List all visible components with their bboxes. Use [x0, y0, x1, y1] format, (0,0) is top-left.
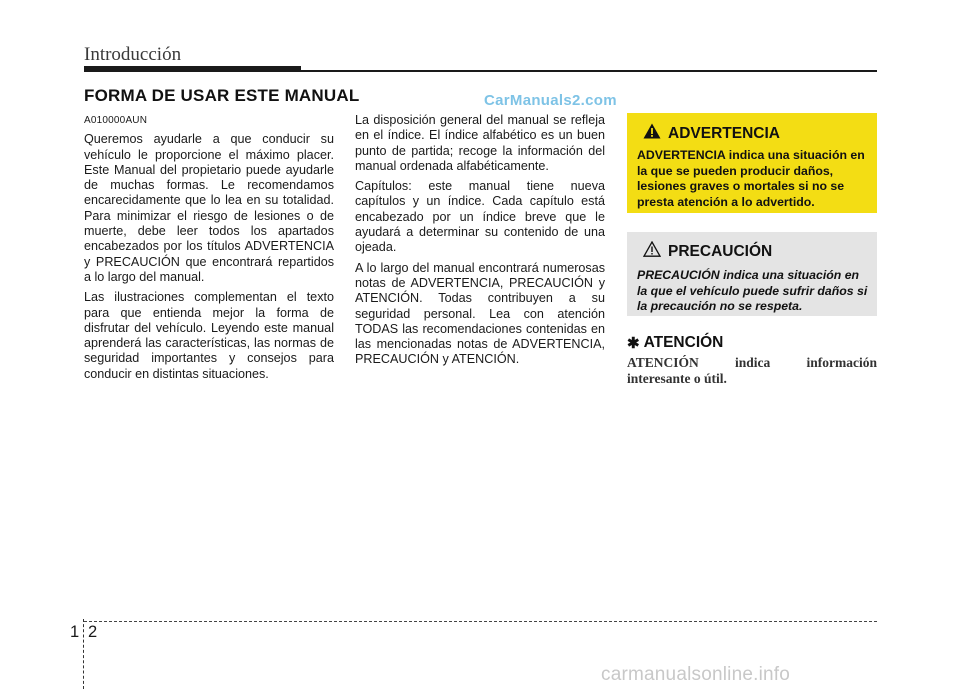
chapter-number: 1: [70, 623, 80, 641]
caution-title: PRECAUCIÓN: [668, 242, 773, 260]
footer-vertical-rule: [83, 619, 85, 689]
paragraph: Capítulos: este manual tiene nueva capítulos y un índice. Cada capítulo está encabezado por un índice breve que le ayudará a determinar su contenido de una ojeada.: [355, 179, 605, 255]
paragraph: A lo largo del manual encontrará numerosas notas de ADVERTENCIA, PRECAUCIÓN y ATENCIÓN. Todas contribuyen a su seguridad personal. Lea con atención TODAS las recomendaciones contenidas en las mencionadas notas de ADVERTENCIA, PRECAUCIÓN y ATENCIÓN.: [355, 260, 605, 367]
section-code: A010000AUN: [84, 115, 148, 126]
asterisk-icon: ✱: [627, 335, 640, 352]
text-column-middle: [355, 113, 605, 373]
warning-text: ADVERTENCIA indica una situación en la que se pueden producir daños, lesiones graves o mortales si no se presta atención a lo advertido.: [637, 148, 865, 209]
caution-text: PRECAUCIÓN indica una situación en la que el vehículo puede sufrir daños si la precaución no se respeta.: [637, 268, 868, 313]
caution-box: [627, 232, 877, 316]
attention-title: ATENCIÓN: [643, 334, 724, 351]
paragraph: Queremos ayudarle a que conducir su vehículo le proporcione el máximo placer. Este Manual del propietario puede ayudarle de muchas formas. Le recomendamos encarecidamente que lo lea en su totalidad. Para minimizar el riesgo de lesiones o de muerte, debe leer todos los apartados encabezados por los títulos ADVERTENCIA y PRECAUCIÓN que encontrará repartidos a lo largo del manual.: [84, 132, 334, 284]
page-number: 2: [88, 623, 98, 641]
watermark-bottom: carmanualsonline.info: [601, 664, 791, 685]
attention-header: [627, 334, 723, 352]
watermark-top: CarManuals2.com: [484, 92, 617, 109]
warning-title: ADVERTENCIA: [668, 124, 780, 142]
warning-triangle-icon: [643, 123, 661, 144]
paragraph: Las ilustraciones complementan el texto para que entienda mejor la forma de disfrutar del vehículo. Leyendo este manual aprenderá las características, las normas de seguridad importantes y consejos para conducir en distintas situaciones.: [84, 290, 334, 381]
section-title: FORMA DE USAR ESTE MANUAL: [84, 86, 360, 105]
caution-header: [637, 241, 868, 262]
footer-rule: [84, 621, 877, 622]
page-header-title: Introducción: [84, 44, 182, 65]
header-rule-thick: [84, 66, 301, 72]
text-column-left: [84, 113, 334, 387]
warning-box: [627, 113, 877, 213]
caution-triangle-icon: [643, 241, 661, 262]
warning-header: [637, 123, 868, 144]
paragraph: La disposición general del manual se refleja en el índice. El índice alfabético es un buen punto de partida; recoge la información del manual ordenada alfabéticamente.: [355, 113, 605, 173]
attention-text: ATENCIÓN indica información interesante o útil.: [627, 355, 877, 386]
header-rule-thin: [300, 70, 877, 72]
